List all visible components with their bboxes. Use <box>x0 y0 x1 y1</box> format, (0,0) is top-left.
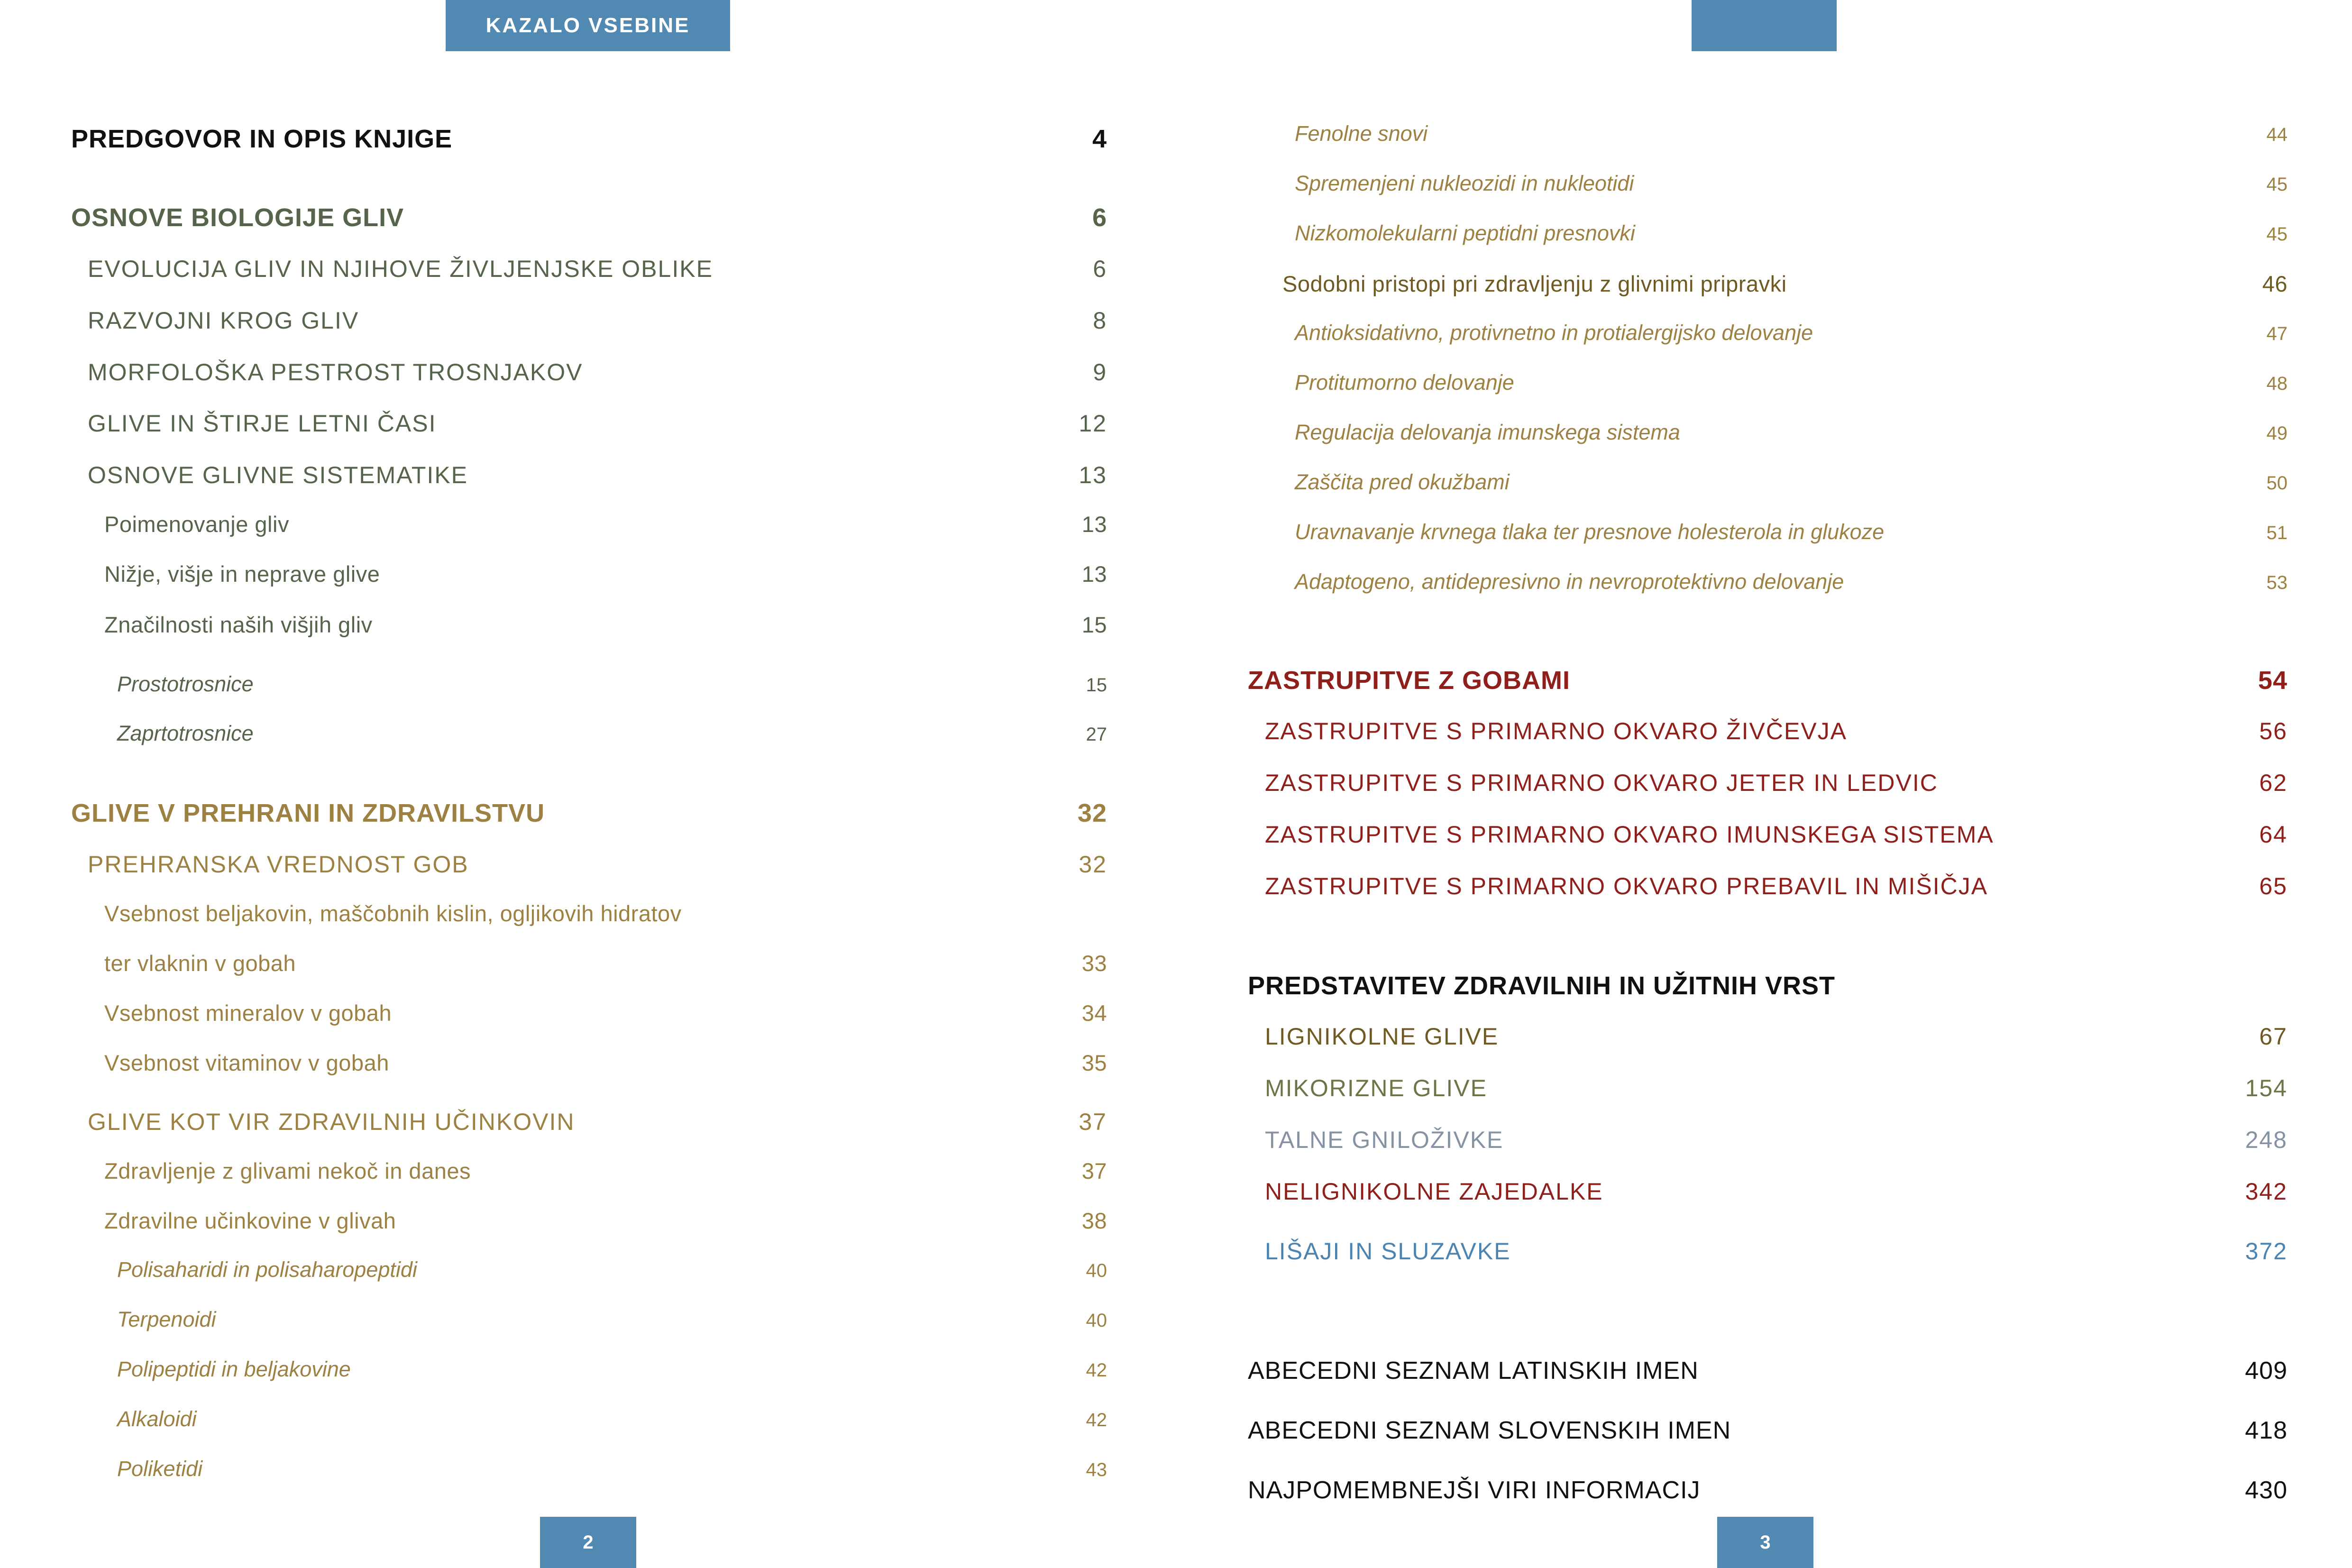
toc-entry-glive-kot-vir-zdravilnih-ucinkovin[interactable] <box>88 1108 1107 1136</box>
toc-entry-nizkomolekularni-peptidni-presnovki[interactable] <box>1295 221 2288 246</box>
toc-entry-page-number: 34 <box>1081 1000 1107 1026</box>
toc-entry-page-number: 37 <box>1081 1158 1107 1183</box>
toc-entry-zdravilne-ucinkovine-v-glivah[interactable] <box>104 1208 1107 1234</box>
toc-entry-page-number: 409 <box>2245 1357 2288 1385</box>
toc-entry-zdravljenje-z-glivami-nekoc-in-danes[interactable] <box>104 1158 1107 1184</box>
toc-entry-page-number: 32 <box>1077 799 1107 827</box>
toc-entry-page-number: 35 <box>1081 1050 1107 1075</box>
toc-entry-title: Zdravilne učinkovine v glivah <box>104 1208 396 1233</box>
toc-entry-page-number: 42 <box>1086 1360 1107 1381</box>
toc-entry-page-number: 15 <box>1081 612 1107 637</box>
toc-entry-mikorizne-glive[interactable] <box>1265 1074 2288 1102</box>
toc-entry-page-number: 46 <box>2262 271 2288 296</box>
toc-entry-zastrupitve-s-primarno-okvaro-zivcevja[interactable] <box>1265 717 2288 745</box>
toc-entry-title: LIGNIKOLNE GLIVE <box>1265 1023 1499 1050</box>
toc-entry-page-number: 4 <box>1092 125 1107 153</box>
right-page <box>1176 0 2352 1568</box>
toc-entry-polisaharidi-in-polisaharopeptidi[interactable] <box>117 1257 1107 1282</box>
toc-entry-fenolne-snovi[interactable] <box>1295 121 2288 146</box>
toc-entry-vsebnost-vitaminov-v-gobah[interactable] <box>104 1050 1107 1076</box>
toc-entry-page-number: 430 <box>2245 1476 2288 1504</box>
toc-entry-page-number: 33 <box>1081 951 1107 976</box>
toc-entry-title: ZASTRUPITVE Z GOBAMI <box>1248 666 1570 695</box>
toc-entry-title: Antioksidativno, protivnetno in protialergijsko delovanje <box>1295 321 1813 345</box>
toc-entry-ter-vlaknin-v-gobah[interactable] <box>104 950 1107 976</box>
toc-entry-evolucija-gliv-in-njihove-zivljenjske-oblike[interactable] <box>88 255 1107 283</box>
toc-entry-uravnavanje-krvnega-tlaka-ter-presnove-holestero[interactable] <box>1295 520 2288 544</box>
toc-entry-page-number: 45 <box>2266 224 2288 245</box>
toc-entry-title: MORFOLOŠKA PESTROST TROSNJAKOV <box>88 359 583 385</box>
toc-entry-title: RAZVOJNI KROG GLIV <box>88 307 359 334</box>
toc-entry-zastrupitve-s-primarno-okvaro-jeter-in-ledvic[interactable] <box>1265 769 2288 797</box>
toc-entry-page-number: 372 <box>2245 1238 2288 1265</box>
toc-entry-regulacija-delovanja-imunskega-sistema[interactable] <box>1295 420 2288 445</box>
toc-entry-title: Značilnosti naših višjih gliv <box>104 612 373 637</box>
toc-entry-lisaji-in-sluzavke[interactable] <box>1265 1238 2288 1265</box>
toc-entry-page-number: 56 <box>2259 718 2288 744</box>
toc-entry-page-number: 13 <box>1079 462 1107 488</box>
toc-entry-page-number: 32 <box>1079 851 1107 878</box>
toc-entry-nelignikolne-zajedalke[interactable] <box>1265 1178 2288 1205</box>
toc-entry-title: ABECEDNI SEZNAM SLOVENSKIH IMEN <box>1248 1417 1731 1444</box>
toc-entry-page-number: 42 <box>1086 1410 1107 1430</box>
toc-entry-sodobni-pristopi-pri-zdravljenju-z-glivnimi-prip[interactable] <box>1282 271 2288 297</box>
toc-entry-title: Prostotrosnice <box>117 672 254 696</box>
toc-entry-title: Zaprtotrosnice <box>117 721 254 745</box>
toc-entry-title: Vsebnost vitaminov v gobah <box>104 1050 389 1075</box>
toc-entry-title: Nizkomolekularni peptidni presnovki <box>1295 221 1635 245</box>
toc-entry-title: GLIVE IN ŠTIRJE LETNI ČASI <box>88 410 437 437</box>
toc-entry-page-number: 50 <box>2266 473 2288 494</box>
toc-entry-page-number: 43 <box>1086 1459 1107 1480</box>
toc-entry-title: PREHRANSKA VREDNOST GOB <box>88 851 469 878</box>
toc-entry-zastrupitve-s-primarno-okvaro-prebavil-in-misicj[interactable] <box>1265 872 2288 900</box>
toc-entry-nizje-visje-in-neprave-glive[interactable] <box>104 561 1107 587</box>
toc-entry-page-number: 6 <box>1093 256 1107 282</box>
toc-entry-title: LIŠAJI IN SLUZAVKE <box>1265 1238 1511 1265</box>
toc-entry-page-number: 8 <box>1093 307 1107 334</box>
toc-entry-page-number: 6 <box>1092 203 1107 232</box>
toc-entry-title: Vsebnost beljakovin, maščobnih kislin, ogljikovih hidratov <box>104 901 682 926</box>
toc-entry-title: ZASTRUPITVE S PRIMARNO OKVARO PREBAVIL IN MIŠIČJA <box>1265 873 1988 899</box>
toc-entry-title: NAJPOMEMBNEJŠI VIRI INFORMACIJ <box>1248 1476 1701 1504</box>
toc-entry-title: Adaptogeno, antidepresivno in nevroprotektivno delovanje <box>1295 569 1844 594</box>
toc-entry-abecedni-seznam-latinskih-imen[interactable] <box>1248 1357 2288 1385</box>
toc-entry-page-number: 49 <box>2266 423 2288 444</box>
toc-entry-page-number: 342 <box>2245 1178 2288 1205</box>
toc-entry-title: Sodobni pristopi pri zdravljenju z glivnimi pripravki <box>1282 271 1787 296</box>
toc-entry-talne-gnilozivke[interactable] <box>1265 1126 2288 1154</box>
toc-entry-title: Nižje, višje in neprave glive <box>104 561 380 587</box>
toc-entry-spremenjeni-nukleozidi-in-nukleotidi[interactable] <box>1295 171 2288 196</box>
toc-entry-page-number: 48 <box>2266 373 2288 394</box>
toc-entry-title: Vsebnost mineralov v gobah <box>104 1000 392 1026</box>
toc-entry-title: Zaščita pred okužbami <box>1295 470 1510 494</box>
toc-entry-page-number: 40 <box>1086 1260 1107 1281</box>
toc-entry-title: GLIVE V PREHRANI IN ZDRAVILSTVU <box>71 799 545 827</box>
toc-entry-prostotrosnice[interactable] <box>117 672 1107 697</box>
toc-entry-title: Fenolne snovi <box>1295 121 1428 146</box>
toc-entry-poimenovanje-gliv[interactable] <box>104 511 1107 537</box>
toc-entry-antioksidativno-protivnetno-in-protialergijsko-d[interactable] <box>1295 321 2288 345</box>
toc-entry-title: Poimenovanje gliv <box>104 512 289 537</box>
page-number-left: 2 <box>540 1517 636 1568</box>
toc-entry-title: PREDGOVOR IN OPIS KNJIGE <box>71 125 453 153</box>
toc-entry-page-number: 62 <box>2259 770 2288 796</box>
toc-entry-predstavitev-zdravilnih-in-uzitnih-vrst[interactable] <box>1248 971 2288 1000</box>
toc-entry-title: Spremenjeni nukleozidi in nukleotidi <box>1295 171 1634 195</box>
toc-entry-page-number: 64 <box>2259 821 2288 848</box>
toc-entry-abecedni-seznam-slovenskih-imen[interactable] <box>1248 1416 2288 1445</box>
toc-entry-page-number: 51 <box>2266 523 2288 543</box>
toc-entry-title: GLIVE KOT VIR ZDRAVILNIH UČINKOVIN <box>88 1109 575 1135</box>
toc-entry-title: OSNOVE GLIVNE SISTEMATIKE <box>88 462 468 488</box>
toc-entry-razvojni-krog-gliv[interactable] <box>88 307 1107 334</box>
toc-entry-osnove-biologije-gliv[interactable] <box>71 203 1107 232</box>
toc-entry-lignikolne-glive[interactable] <box>1265 1023 2288 1050</box>
toc-entry-title: Terpenoidi <box>117 1307 216 1331</box>
toc-entry-title: ZASTRUPITVE S PRIMARNO OKVARO JETER IN LEDVIC <box>1265 770 1938 796</box>
toc-entry-page-number: 47 <box>2266 323 2288 344</box>
toc-entry-poliketidi[interactable] <box>117 1457 1107 1481</box>
toc-entry-vsebnost-mineralov-v-gobah[interactable] <box>104 1000 1107 1026</box>
toc-entry-vsebnost-beljakovin-mascobnih-kislin-ogljikovih-[interactable] <box>104 900 1107 926</box>
toc-entry-zascita-pred-okuzbami[interactable] <box>1295 470 2288 495</box>
toc-entry-page-number: 13 <box>1081 512 1107 537</box>
toc-entry-title: Zdravljenje z glivami nekoč in danes <box>104 1158 471 1183</box>
toc-entry-page-number: 154 <box>2245 1075 2288 1101</box>
toc-entry-alkaloidi[interactable] <box>117 1407 1107 1431</box>
toc-entry-title: Regulacija delovanja imunskega sistema <box>1295 420 1680 444</box>
toc-entry-title: Protitumorno delovanje <box>1295 370 1514 394</box>
toc-entry-page-number: 65 <box>2259 873 2288 899</box>
contents-header-tab: KAZALO VSEBINE <box>446 0 730 51</box>
toc-entry-adaptogeno-antidepresivno-in-nevroprotektivno-de[interactable] <box>1295 569 2288 594</box>
right-header-tab <box>1692 0 1837 51</box>
toc-entry-najpomembnejsi-viri-informacij[interactable] <box>1248 1476 2288 1504</box>
toc-entry-predgovor-in-opis-knjige[interactable] <box>71 124 1107 154</box>
toc-entry-page-number: 37 <box>1079 1109 1107 1135</box>
toc-entry-title: EVOLUCIJA GLIV IN NJIHOVE ŽIVLJENJSKE OBLIKE <box>88 256 713 282</box>
toc-entry-page-number: 13 <box>1081 561 1107 587</box>
toc-entry-title: Poliketidi <box>117 1457 203 1481</box>
toc-entry-page-number: 67 <box>2259 1023 2288 1050</box>
toc-entry-page-number: 40 <box>1086 1310 1107 1331</box>
toc-entry-znacilnosti-nasih-visjih-gliv[interactable] <box>104 612 1107 638</box>
toc-entry-title: OSNOVE BIOLOGIJE GLIV <box>71 203 404 232</box>
toc-entry-title: TALNE GNILOŽIVKE <box>1265 1127 1504 1153</box>
toc-entry-title: PREDSTAVITEV ZDRAVILNIH IN UŽITNIH VRST <box>1248 972 1836 1000</box>
toc-entry-title: MIKORIZNE GLIVE <box>1265 1075 1487 1101</box>
toc-entry-page-number: 54 <box>2258 666 2288 695</box>
toc-entry-morfoloska-pestrost-trosnjakov[interactable] <box>88 358 1107 386</box>
toc-entry-page-number: 15 <box>1086 675 1107 696</box>
page-number-right: 3 <box>1717 1517 1813 1568</box>
toc-entry-terpenoidi[interactable] <box>117 1307 1107 1332</box>
toc-entry-page-number: 418 <box>2245 1417 2288 1444</box>
toc-entry-osnove-glivne-sistematike[interactable] <box>88 461 1107 489</box>
toc-entry-zastrupitve-s-primarno-okvaro-imunskega-sistema[interactable] <box>1265 821 2288 848</box>
toc-entry-zaprtotrosnice[interactable] <box>117 721 1107 746</box>
toc-entry-page-number: 44 <box>2266 124 2288 145</box>
toc-entry-title: Polisaharidi in polisaharopeptidi <box>117 1257 417 1282</box>
toc-entry-title: Alkaloidi <box>117 1407 197 1431</box>
toc-entry-glive-in-stirje-letni-casi[interactable] <box>88 410 1107 437</box>
toc-entry-page-number: 45 <box>2266 174 2288 195</box>
toc-entry-title: ABECEDNI SEZNAM LATINSKIH IMEN <box>1248 1357 1699 1385</box>
toc-entry-zastrupitve-z-gobami[interactable] <box>1248 666 2288 695</box>
toc-entry-title: ZASTRUPITVE S PRIMARNO OKVARO IMUNSKEGA SISTEMA <box>1265 821 1994 848</box>
toc-entry-title: Polipeptidi in beljakovine <box>117 1357 351 1381</box>
toc-entry-page-number: 248 <box>2245 1127 2288 1153</box>
toc-entry-title: NELIGNIKOLNE ZAJEDALKE <box>1265 1178 1603 1205</box>
toc-entry-page-number: 27 <box>1086 724 1107 745</box>
toc-entry-title: ter vlaknin v gobah <box>104 951 296 976</box>
toc-entry-page-number: 53 <box>2266 572 2288 593</box>
toc-entry-polipeptidi-in-beljakovine[interactable] <box>117 1357 1107 1382</box>
toc-entry-protitumorno-delovanje[interactable] <box>1295 370 2288 395</box>
toc-entry-page-number: 12 <box>1079 410 1107 437</box>
toc-entry-prehranska-vrednost-gob[interactable] <box>88 851 1107 878</box>
toc-entry-title: ZASTRUPITVE S PRIMARNO OKVARO ŽIVČEVJA <box>1265 718 1848 744</box>
toc-entry-page-number: 9 <box>1093 359 1107 385</box>
toc-entry-title: Uravnavanje krvnega tlaka ter presnove holesterola in glukoze <box>1295 520 1885 544</box>
toc-entry-page-number: 38 <box>1081 1208 1107 1233</box>
toc-entry-glive-v-prehrani-in-zdravilstvu[interactable] <box>71 798 1107 828</box>
